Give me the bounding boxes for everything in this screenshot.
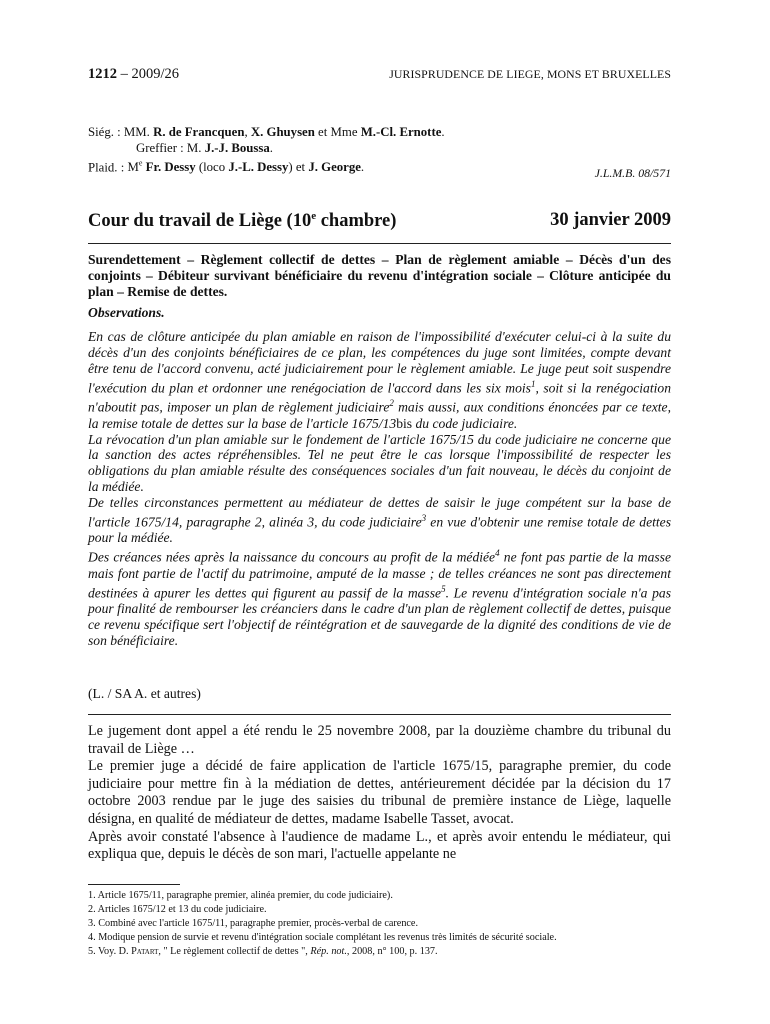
case-reference: J.L.M.B. 08/571 [594, 166, 671, 180]
parties: (L. / SA A. et autres) [88, 686, 201, 701]
court-name: Cour du travail de Liège (10e chambre) [88, 210, 397, 232]
sieg-label: Siég. : [88, 125, 121, 139]
sieg-text: MM. R. de Francquen, X. Ghuysen et Mme M.-Cl. Ernotte. [123, 125, 445, 139]
issue-number: – 2009/26 [120, 66, 180, 82]
footnote: 5. Voy. D. Patart, " Le règlement collectif de dettes ", Rép. not., 2008, n° 100, p. 137. [88, 946, 438, 957]
body-divider [88, 714, 671, 715]
judgment-body [88, 723, 671, 864]
plaid-text: Me Fr. Dessy (loco J.-L. Dessy) et J. George. [127, 159, 365, 175]
body-paragraph: Après avoir constaté l'absence à l'audience de madame L., et après avoir entendu le médiateur, qui expliqua que, depuis le décès de son mari, l'actuelle appelante ne [88, 828, 671, 863]
keywords: Surendettement – Règlement collectif de dettes – Plan de règlement amiable – Décès d'un des conjoints – Débiteur survivant bénéficiaire du revenu d'intégration sociale – Clôture anticipée du plan – Remise de dettes. [88, 252, 671, 300]
footnotes [88, 889, 671, 959]
observation-paragraph: De telles circonstances permettent au médiateur de dettes de saisir le juge compétent sur la base de l'article 1675/14, paragraphe 2, alinéa 3, du code judiciaire$^3$ en vue d'obtenir une remise totale de dettes pour la médiée. [88, 495, 672, 546]
journal-title: JURISPRUDENCE DE LIEGE, MONS ET BRUXELLES [389, 67, 671, 81]
running-header [88, 66, 671, 86]
observation-paragraph: La révocation d'un plan amiable sur le fondement de l'article 1675/15 du code judiciaire ne concerne que la sanction des actes répréhensibles. Tel ne peut être le cas lorsque l'impossibilité de respecter les obligations du plan amiable résulte des conséquences sociales d'un fait nouveau, le décès du conjoint de la médiée. [88, 431, 671, 495]
body-paragraph: Le premier juge a décidé de faire application de l'article 1675/15, paragraphe premier, du code judiciaire pour mettre fin à la médiation de dettes, antérieurement décidée par la décision du 17 octobre 2003 rendue par le juge des saisies du tribunal de première instance de Liège, laquelle désigna, en qualité de médiateur de dettes, madame Isabelle Tasset, avocat. [88, 758, 671, 827]
composition-block [88, 124, 671, 175]
observations-text [88, 329, 671, 649]
greffier-row: Greffier : M. J.-J. Boussa. [136, 141, 273, 155]
plaid-label: Plaid. : [88, 160, 125, 175]
footnote: 4. Modique pension de survie et revenu d'intégration sociale complétant les revenus très limités de sécurité sociale. [88, 932, 557, 943]
footnote: 3. Combiné avec l'article 1675/11, paragraphe premier, procès-verbal de carence. [88, 918, 419, 929]
page-number-and-issue [88, 66, 179, 83]
sieg-row [88, 124, 671, 140]
footnote: 1. Article 1675/11, paragraphe premier, alinéa premier, du code judiciaire). [88, 890, 393, 901]
body-paragraph: Le jugement dont appel a été rendu le 25 novembre 2008, par la douzième chambre du tribunal du travail de Liège … [88, 723, 671, 757]
heading-divider [88, 243, 671, 244]
observations-title: Observations. [88, 305, 165, 320]
footnote-divider [88, 884, 180, 885]
footnote: 2. Articles 1675/12 et 13 du code judiciaire. [88, 904, 267, 915]
observation-paragraph: En cas de clôture anticipée du plan amiable en raison de l'impossibilité d'exécuter celui-ci à la suite du décès d'un des conjoints bénéficiaires de ce plan, les compétences du juge sont limitées, compte devant être tenu de l'accord convenu, acté judiciairement pour le règlement amiable. Le juge peut soit suspendre l'exécution du plan et ordonner une renégociation de l'accord dans les six mois$^1$, soit si la renégociation n'aboutit pas, imposer un plan de règlement judiciaire$^2$ mais aussi, aux conditions énoncées par ce texte, la remise totale de dettes sur la base de l'article 1675/13bis du code judiciaire. [88, 329, 671, 431]
plaid-row [88, 156, 671, 175]
observation-paragraph: Des créances nées après la naissance du concours au profit de la médiée$^4$ ne font pas partie de la masse mais font partie de l'actif du patrimoine, amputé de la masse ; de telles créances ne sont pas directement destinées à apurer les dettes qui figurent au passif de la masse$^5$. Le revenu d'intégration sociale n'a pas pour finalité de rembourser les créanciers dans le cadre d'un plan de règlement collectif de dettes, puisque ce revenu spécifique sert l'objectif de réintégration et de sauvegarde de la dignité des conditions de vie de son bénéficiaire. [88, 548, 672, 648]
court-heading [88, 210, 671, 236]
page-number: 1212 [88, 66, 117, 82]
decision-date: 30 janvier 2009 [550, 210, 671, 230]
